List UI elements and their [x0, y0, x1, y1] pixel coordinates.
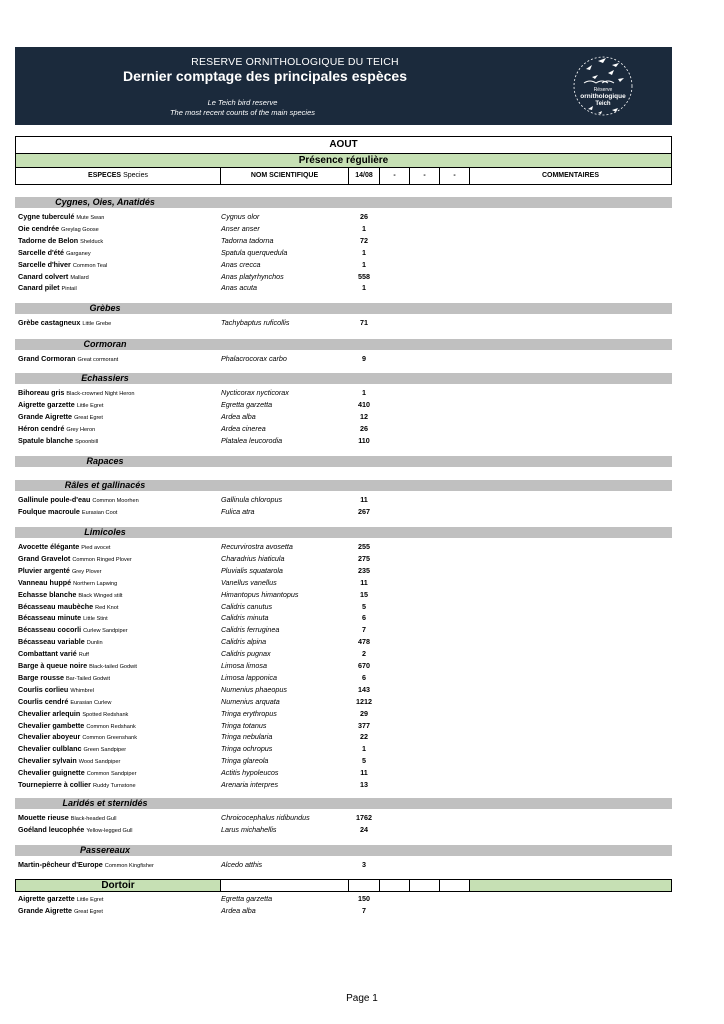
species-row	[18, 696, 668, 707]
count-value: 1	[362, 259, 366, 269]
count-value: 670	[358, 661, 370, 670]
count-value: 11	[360, 768, 368, 778]
species-name-en: Common Redshank	[86, 723, 136, 730]
species-row	[18, 423, 668, 434]
count-value: 110	[358, 435, 370, 445]
species-name-fr: Grèbe castagneux	[18, 318, 81, 327]
species-name-en: Black-headed Gull	[70, 816, 117, 822]
species-name-fr: Bécasseau maubèche	[18, 601, 94, 611]
species-name-en: Ruddy Turnstone	[92, 783, 136, 789]
species-name-en: Spotted Redshank	[82, 711, 129, 718]
species-name-fr: Aigrette garzette	[18, 399, 75, 409]
col-date: 14/08	[349, 168, 380, 184]
species-row	[18, 223, 668, 234]
species-row	[18, 812, 668, 823]
col-species-bold: ESPECES	[88, 172, 122, 179]
species-name-en: Bar-Tailed Godwit	[65, 675, 111, 682]
logo-text-2: ornithologique	[580, 93, 626, 100]
scientific-name: Calidris minuta	[221, 613, 269, 623]
count-value: 558	[358, 271, 370, 281]
species-name-en: Black Winged stilt	[78, 592, 123, 599]
scientific-name: Tadorna tadorna	[221, 235, 274, 245]
scientific-name: Tringa erythropus	[221, 708, 277, 718]
species-name-fr: Grand Gravelot	[18, 553, 71, 563]
scientific-name: Calidris ferruginea	[221, 625, 280, 635]
scientific-name: Himantopus himantopus	[221, 589, 299, 599]
scientific-name: Tringa nebularia	[221, 732, 273, 742]
reserve-logo	[572, 53, 634, 119]
dortoir-cell-1	[380, 880, 410, 891]
count-value: 71	[360, 318, 368, 327]
species-name-fr: Bécasseau cocorli	[18, 625, 82, 635]
scientific-name: Calidris canutus	[221, 601, 273, 611]
species-row	[18, 672, 668, 683]
count-value: 1	[362, 223, 366, 233]
section-header	[15, 456, 672, 467]
species-row	[18, 684, 668, 695]
scientific-name: Tringa glareola	[221, 756, 269, 766]
scientific-name: Ardea alba	[221, 905, 256, 915]
species-name-fr: Barge rousse	[18, 672, 64, 682]
count-value: 1212	[356, 696, 372, 706]
report-header	[15, 47, 672, 125]
species-row	[18, 317, 668, 328]
species-name-en: Great Egret	[74, 908, 103, 915]
species-row	[18, 387, 668, 398]
scientific-name: Numenius phaeopus	[221, 684, 287, 694]
count-value: 11	[360, 577, 368, 587]
species-name-fr: Bécasseau variable	[18, 637, 85, 647]
scientific-name: Arenaria interpres	[221, 780, 279, 789]
scientific-name: Charadrius hiaticula	[221, 553, 285, 563]
species-name-fr: Héron cendré	[18, 423, 65, 433]
count-value: 26	[360, 423, 368, 433]
scientific-name: Limosa lapponica	[221, 672, 277, 682]
species-row	[18, 779, 668, 790]
dortoir-title: Dortoir	[16, 880, 221, 891]
col-scientific: NOM SCIENTIFIQUE	[221, 168, 349, 184]
scientific-name: Nycticorax nycticorax	[221, 388, 289, 397]
species-name-fr: Grande Aigrette	[18, 411, 73, 421]
count-value: 1762	[356, 813, 372, 822]
species-name-en: Grey Plover	[71, 568, 102, 575]
count-value: 15	[360, 589, 368, 599]
section-header	[15, 303, 672, 314]
count-value: 478	[358, 637, 370, 647]
species-row	[18, 247, 668, 258]
species-name-en: Little Egret	[76, 402, 104, 409]
count-value: 7	[362, 905, 366, 915]
dortoir-header	[15, 879, 672, 892]
species-name-fr: Tadorne de Belon	[18, 235, 79, 245]
dortoir-cell-sci	[221, 880, 349, 891]
species-name-fr: Aigrette garzette	[18, 894, 75, 903]
species-name-fr: Bihoreau gris	[18, 388, 65, 397]
species-name-en: Dunlin	[86, 640, 103, 647]
species-name-fr: Canard pilet	[18, 283, 60, 293]
count-value: 9	[362, 354, 366, 363]
species-name-fr: Chevalier arlequin	[18, 708, 81, 718]
species-name-en: Pintail	[61, 286, 77, 293]
species-row	[18, 399, 668, 410]
species-row	[18, 648, 668, 659]
species-name-en: Pied avocet	[81, 545, 111, 551]
species-name-fr: Grand Cormoran	[18, 354, 76, 363]
species-name-en: Common Ringed Plover	[72, 556, 132, 563]
species-row	[18, 859, 668, 870]
species-row	[18, 271, 668, 282]
species-row	[18, 553, 668, 564]
count-value: 12	[360, 411, 368, 421]
species-row	[18, 565, 668, 576]
species-name-fr: Echasse blanche	[18, 589, 77, 599]
scientific-name: Spatula querquedula	[221, 247, 288, 257]
scientific-name: Cygnus olor	[221, 212, 260, 221]
species-row	[18, 282, 668, 293]
species-row	[18, 743, 668, 754]
count-value: 1	[362, 744, 366, 754]
species-name-fr: Bécasseau minute	[18, 613, 82, 623]
scientific-name: Platalea leucorodia	[221, 435, 283, 445]
count-value: 26	[360, 212, 368, 221]
species-name-en: Common Teal	[72, 262, 108, 269]
count-value: 7	[362, 625, 366, 635]
english-subtitle-2: The most recent counts of the main species	[169, 108, 316, 117]
section-header	[15, 197, 672, 208]
count-value: 410	[358, 399, 370, 409]
scientific-name: Anas crecca	[221, 259, 261, 269]
species-row	[18, 636, 668, 647]
section-title: Grèbes	[89, 303, 121, 313]
species-row	[18, 411, 668, 422]
species-name-en: Grey Heron	[66, 426, 96, 433]
species-name-fr: Foulque macroule	[18, 506, 80, 516]
reserve-name: RESERVE ORNITHOLOGIQUE DU TEICH	[191, 56, 399, 68]
species-name-fr: Courlis cendré	[18, 696, 69, 706]
english-subtitle-1: Le Teich bird reserve	[207, 98, 278, 107]
section-header	[15, 373, 672, 384]
species-row	[18, 353, 668, 364]
month-header: AOUT	[15, 136, 672, 154]
species-name-fr: Chevalier culblanc	[18, 744, 82, 754]
count-value: 29	[360, 708, 368, 718]
species-name-fr: Barge à queue noire	[18, 661, 88, 670]
species-name-en: Little Grebe	[82, 321, 112, 327]
col-date-4: -	[440, 168, 470, 184]
species-row	[18, 259, 668, 270]
species-name-en: Common Kingfisher	[104, 863, 154, 869]
species-row	[18, 767, 668, 778]
species-name-fr: Goéland leucophée	[18, 824, 85, 834]
species-name-fr: Pluvier argenté	[18, 565, 70, 575]
species-row	[18, 624, 668, 635]
scientific-name: Tringa ochropus	[221, 744, 273, 754]
section-title: Laridés et sternidés	[62, 798, 148, 808]
col-date-2: -	[380, 168, 410, 184]
species-row	[18, 577, 668, 588]
count-value: 22	[360, 732, 368, 742]
col-species	[16, 168, 221, 184]
species-name-en: Little Stint	[83, 616, 108, 623]
scientific-name: Anser anser	[221, 223, 260, 233]
scientific-name: Recurvirostra avosetta	[221, 542, 293, 551]
scientific-name: Tachybaptus ruficollis	[221, 318, 290, 327]
species-name-fr: Chevalier guignette	[18, 768, 85, 778]
species-name-fr: Spatule blanche	[18, 435, 74, 445]
species-name-fr: Gallinule poule-d'eau	[18, 495, 91, 504]
dortoir-cell-3	[440, 880, 470, 891]
species-name-en: Black-tailed Godwit	[89, 664, 137, 670]
count-value: 5	[362, 601, 366, 611]
scientific-name: Vanellus vanellus	[221, 577, 277, 587]
scientific-name: Pluvialis squatarola	[221, 565, 283, 575]
species-name-fr: Mouette rieuse	[18, 813, 69, 822]
species-name-en: Mallard	[70, 274, 89, 281]
logo-text-1: Réserve	[593, 87, 613, 93]
species-name-fr: Sarcelle d'hiver	[18, 259, 71, 269]
col-comments: COMMENTAIRES	[541, 172, 600, 179]
scientific-name: Limosa limosa	[221, 661, 267, 670]
count-value: 13	[360, 780, 368, 789]
dortoir-cell-date	[349, 880, 380, 891]
species-name-fr: Chevalier aboyeur	[18, 732, 81, 742]
count-value: 275	[358, 553, 370, 563]
species-name-en: Eurasian Coot	[81, 509, 118, 516]
species-row	[18, 435, 668, 446]
species-name-en: Spoonbill	[75, 438, 99, 445]
species-row	[18, 211, 668, 222]
species-name-en: Northern Lapwing	[73, 580, 118, 587]
section-title: Râles et gallinacés	[64, 480, 146, 490]
species-name-fr: Tournepierre à collier	[18, 780, 91, 789]
count-value: 235	[358, 565, 370, 575]
count-value: 3	[362, 860, 366, 869]
species-name-fr: Avocette élégante	[18, 542, 80, 551]
species-name-en: Common Sandpiper	[86, 771, 137, 778]
section-title: Rapaces	[86, 456, 124, 466]
species-name-en: Great Egret	[74, 414, 103, 421]
species-name-fr: Courlis corlieu	[18, 684, 69, 694]
species-name-en: Eurasian Curlew	[70, 699, 112, 706]
column-headers	[15, 167, 672, 185]
scientific-name: Calidris pugnax	[221, 649, 271, 659]
species-name-en: Shelduck	[80, 238, 104, 245]
species-name-fr: Sarcelle d'été	[18, 247, 65, 257]
species-row	[18, 755, 668, 766]
col-date-3: -	[410, 168, 440, 184]
species-name-en: Greylag Goose	[61, 226, 99, 233]
count-value: 1	[362, 247, 366, 257]
presence-header: Présence régulière	[15, 154, 672, 167]
section-header	[15, 527, 672, 538]
species-name-fr: Canard colvert	[18, 271, 69, 281]
report-title: Dernier comptage des principales espèces	[122, 68, 407, 84]
species-name-fr: Chevalier gambette	[18, 720, 85, 730]
dortoir-cell-2	[410, 880, 440, 891]
scientific-name: Anas acuta	[221, 283, 257, 293]
species-name-en: Common Greenshank	[82, 735, 138, 742]
scientific-name: Alcedo atthis	[221, 860, 263, 869]
section-title: Echassiers	[81, 373, 129, 383]
species-row	[18, 905, 668, 916]
scientific-name: Egretta garzetta	[221, 894, 273, 903]
species-name-en: Garganey	[66, 250, 91, 257]
species-name-en: Yellow-legged Gull	[86, 827, 133, 834]
count-value: 6	[362, 613, 366, 623]
species-name-fr: Cygne tuberculé	[18, 212, 75, 221]
section-title: Limicoles	[84, 527, 126, 537]
section-title: Cygnes, Oies, Anatidés	[55, 197, 155, 207]
species-name-en: Mute Swan	[76, 215, 105, 221]
count-value: 255	[358, 542, 370, 551]
species-row	[18, 541, 668, 552]
count-value: 2	[362, 649, 366, 659]
scientific-name: Phalacrocorax carbo	[221, 354, 287, 363]
section-header	[15, 845, 672, 856]
scientific-name: Gallinula chloropus	[221, 495, 283, 504]
species-row	[18, 235, 668, 246]
species-name-en: Little Egret	[76, 897, 104, 903]
species-name-en: Wood Sandpiper	[78, 759, 121, 766]
count-value: 267	[358, 506, 370, 516]
species-row	[18, 824, 668, 835]
species-row	[18, 720, 668, 731]
species-row	[18, 893, 668, 904]
count-value: 150	[358, 894, 370, 903]
count-value: 143	[358, 684, 370, 694]
species-name-en: Curlew Sandpiper	[83, 628, 128, 635]
species-name-en: Ruff	[78, 652, 89, 659]
count-value: 5	[362, 756, 366, 766]
species-name-en: Common Moorhen	[92, 498, 139, 504]
dortoir-cell-comments	[470, 880, 671, 891]
count-value: 377	[358, 720, 370, 730]
species-row	[18, 589, 668, 600]
species-name-en: Red Knot	[95, 604, 119, 611]
count-value: 1	[362, 283, 366, 293]
section-header	[15, 798, 672, 809]
count-value: 24	[360, 824, 368, 834]
scientific-name: Calidris alpina	[221, 637, 267, 647]
scientific-name: Fulica atra	[221, 506, 255, 516]
page-number: Page 1	[346, 993, 378, 1004]
count-value: 1	[362, 388, 366, 397]
scientific-name: Egretta garzetta	[221, 399, 273, 409]
count-value: 72	[360, 235, 368, 245]
species-name-en: Black-crowned Night Heron	[66, 391, 135, 397]
scientific-name: Ardea alba	[221, 411, 256, 421]
scientific-name: Actitis hypoleucos	[221, 768, 279, 778]
species-row	[18, 612, 668, 623]
count-value: 6	[362, 672, 366, 682]
scientific-name: Ardea cinerea	[221, 423, 266, 433]
section-title: Cormoran	[83, 339, 127, 349]
species-name-fr: Grande Aigrette	[18, 905, 73, 915]
scientific-name: Tringa totanus	[221, 720, 267, 730]
section-title: Passereaux	[79, 845, 131, 855]
species-name-fr: Martin-pêcheur d'Europe	[18, 860, 103, 869]
species-row	[18, 506, 668, 517]
species-name-fr: Oie cendrée	[18, 223, 60, 233]
species-name-en: Great cormorant	[77, 357, 119, 363]
species-row	[18, 731, 668, 742]
scientific-name: Larus michahellis	[221, 824, 277, 834]
count-value: 11	[360, 495, 368, 504]
scientific-name: Numenius arquata	[221, 696, 280, 706]
logo-text-3: Teich	[595, 101, 611, 107]
section-header	[15, 339, 672, 350]
species-row	[18, 660, 668, 671]
species-row	[18, 708, 668, 719]
species-name-en: Green Sandpiper	[83, 747, 127, 754]
scientific-name: Chroicocephalus ridibundus	[221, 813, 310, 822]
species-name-fr: Chevalier sylvain	[18, 756, 77, 766]
section-header	[15, 480, 672, 491]
scientific-name: Anas platyrhynchos	[221, 271, 284, 281]
species-name-fr: Combattant varié	[18, 649, 77, 659]
col-species-en: Species	[123, 172, 148, 179]
species-row	[18, 601, 668, 612]
species-name-en: Whimbrel	[70, 687, 94, 694]
species-name-fr: Vanneau huppé	[18, 577, 72, 587]
species-row	[18, 494, 668, 505]
